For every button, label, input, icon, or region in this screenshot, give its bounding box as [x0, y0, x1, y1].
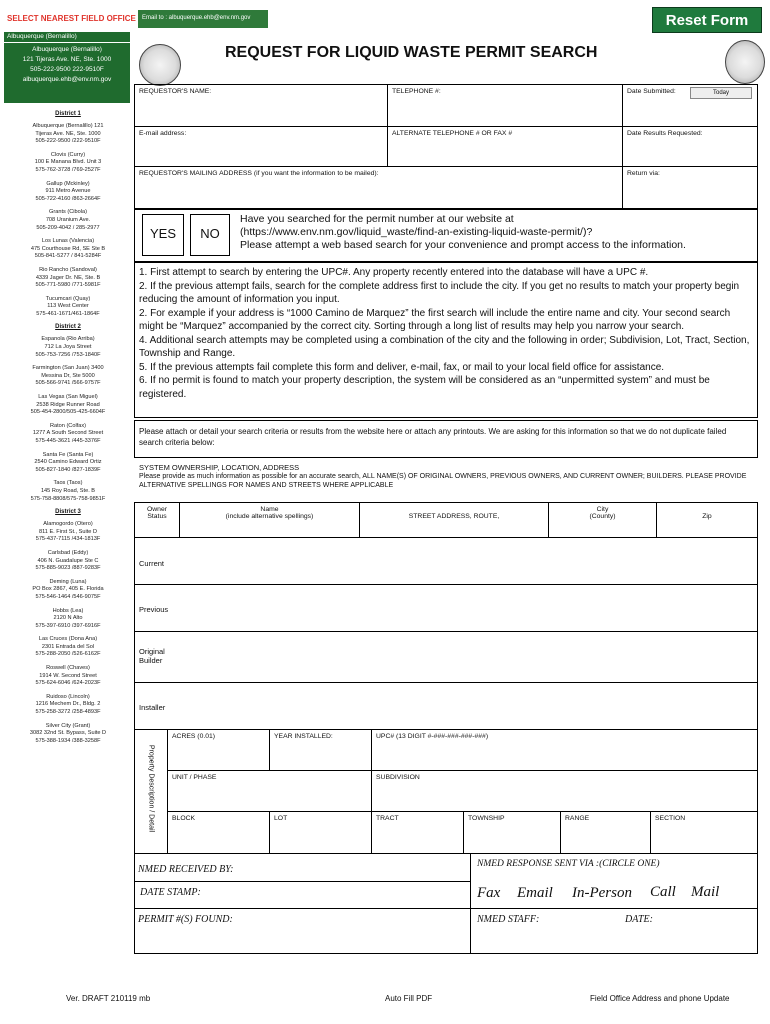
instruction-item: 5. If the previous attempts fail complete this form and deliver, e-mail, fax, or mail to your local field office for assistance.: [139, 361, 665, 373]
mailing-address-field[interactable]: REQUESTOR'S MAILING ADDRESS (if you want the information to be mailed):: [134, 166, 623, 209]
response-in-person[interactable]: In-Person: [572, 885, 632, 901]
email-address-field[interactable]: E-mail address:: [134, 126, 388, 167]
instruction-item: 2. If the previous attempt fails, search for the complete address first to include the city. If you get no results to match your property begin reducing the amount of information you input.: [139, 280, 740, 305]
permit-found-label: PERMIT #(S) FOUND:: [138, 914, 233, 925]
nmed-received-label: NMED RECEIVED BY:: [138, 864, 234, 875]
upc-field[interactable]: UPC# (13 DIGIT #-###-###-###-###): [371, 729, 758, 771]
district-2-heading: District 2: [55, 324, 81, 331]
alternate-phone-field[interactable]: ALTERNATE TELEPHONE # OR FAX #: [387, 126, 623, 167]
date-results-field[interactable]: Date Results Requested:: [622, 126, 758, 167]
office-entry: Espanola (Rio Arriba) 712 La Joya Street 505-753-7256 /753-1840F: [35, 336, 101, 358]
year-installed-field[interactable]: YEAR INSTALLED:: [269, 729, 372, 771]
state-seal-logo: [139, 44, 181, 86]
update-label: Field Office Address and phone Update: [590, 994, 730, 1003]
office-entry: Los Lunas (Valencia) 475 Courthouse Rd, SE Ste B 505-841-5277 / 841-5284F: [30, 238, 106, 260]
owner-row-installer[interactable]: Installer: [134, 682, 758, 730]
page-title: REQUEST FOR LIQUID WASTE PERMIT SEARCH: [225, 44, 598, 61]
office-line: 505-222-9500 222-9510F: [30, 66, 104, 73]
return-via-field[interactable]: Return via:: [622, 166, 758, 209]
acres-field[interactable]: ACRES (0.01): [167, 729, 270, 771]
instructions-box: [134, 262, 758, 418]
owner-status-header: Owner Status: [134, 502, 180, 538]
response-fax[interactable]: Fax: [477, 885, 501, 901]
office-entry: Las Cruces (Dona Ana) 2301 Entrada del Sol 575-288-2050 /526-6162F: [35, 636, 101, 658]
office-entry: Silver City (Grant) 3082 32nd St. Bypass, Suite D 575-388-1934 /388-3258F: [29, 722, 107, 744]
office-entry: Hobbs (Lea) 2120 N Alto 575-397-6910 /397-6916F: [35, 607, 101, 629]
version-label: Ver. DRAFT 210119 mb: [66, 994, 151, 1003]
nmed-date-label: DATE:: [625, 914, 653, 925]
office-entry: Las Vegas (San Miguel) 2538 Ridge Runner Road 505-454-2800/505-425-6604F: [30, 394, 106, 416]
tract-field[interactable]: TRACT: [371, 811, 464, 854]
search-criteria-note: Please attach or detail your search criteria or results from the website here or attach any printouts. We are asking for this information so that we do not duplicate failed search criteria below:: [139, 427, 727, 447]
response-mail[interactable]: Mail: [691, 884, 720, 900]
instruction-item: 4. Additional search attempts may be completed using a combination of the city and the following in order; Subdivision, Lot, Tract, Section, Township and Range.: [139, 334, 750, 359]
response-email[interactable]: Email: [517, 885, 553, 901]
office-line: 121 Tijeras Ave. NE, Ste. 1000: [22, 56, 112, 63]
response-call[interactable]: Call: [650, 884, 676, 900]
office-entry: Gallup (Mckinley) 911 Metro Avenue 505-722-4160 /863-2664F: [35, 180, 101, 202]
email-to-text: Email to : albuquerque.ehb@env.nm.gov: [142, 15, 251, 21]
date-submitted-field[interactable]: Date Submitted:: [622, 84, 758, 127]
section-field[interactable]: SECTION: [650, 811, 758, 854]
reset-form-button[interactable]: Reset Form: [652, 7, 762, 33]
township-field[interactable]: TOWNSHIP: [463, 811, 561, 854]
permit-search-link[interactable]: [240, 226, 755, 239]
office-entry: Rio Rancho (Sandoval) 4339 Jager Dr. NE, Ste. B 505-771-5980 /771-5981F: [35, 266, 101, 289]
office-entry: Santa Fe (Santa Fe) 2540 Camino Edward Ortiz 505-827-1840 /827-1839F: [34, 451, 102, 473]
subdivision-field[interactable]: SUBDIVISION: [371, 770, 758, 812]
instruction-item: 6. If no permit is found to match your property description, the system will be considered as an “unpermitted system” and must be registered.: [139, 375, 710, 400]
system-heading: SYSTEM OWNERSHIP, LOCATION, ADDRESS: [139, 463, 300, 472]
office-entry: Grants (Cibola) 708 Uranium Ave. 505-209-4042 / 285-2977: [36, 209, 100, 231]
owner-row-current[interactable]: Current: [134, 537, 758, 585]
street-header: STREET ADDRESS, ROUTE,: [359, 502, 549, 538]
office-entry: Roswell (Chaves) 1914 W. Second Street 575-624-6046 /624-2023F: [35, 665, 101, 687]
telephone-field[interactable]: TELEPHONE #:: [387, 84, 623, 127]
name-header: Name (include alternative spellings): [179, 502, 360, 538]
office-line: albuquerque.ehb@env.nm.gov: [22, 76, 112, 83]
property-description-label: Property Description / Detail: [134, 729, 168, 854]
requestor-name-field[interactable]: REQUESTOR'S NAME:: [134, 84, 388, 127]
office-entry: Farmington (San Juan) 3400 Messina Dr, Ste 5000 505-566-9741 /566-9757F: [32, 365, 104, 387]
district-3-heading: District 3: [55, 509, 81, 516]
unit-phase-field[interactable]: UNIT / PHASE: [167, 770, 372, 812]
nmed-row-line: [134, 908, 758, 909]
office-line: Albuquerque (Bernalillo): [32, 46, 102, 53]
field-office-dropdown[interactable]: Albuquerque (Bernalillo): [4, 32, 130, 42]
system-ownership-section: [139, 463, 751, 490]
yes-checkbox[interactable]: YES: [142, 214, 184, 256]
office-entry: Alamogordo (Otero) 811 E. First St., Suite D 575-437-7115 /434-1813F: [35, 521, 101, 543]
office-entry: Tucumcari (Quay) 113 West Center 575-461-1671/461-1864F: [36, 295, 100, 317]
lot-field[interactable]: LOT: [269, 811, 372, 854]
searched-question: Have you searched for the permit number at our website at (https://www.env.nm.gov/liquid_waste/find-an-existing-liquid-waste-permit/)? Please attempt a web based search for your convenience and prompt access to the information.: [240, 213, 755, 252]
system-text: Please provide as much information as possible for an accurate search, ALL NAME(S) OF ORIGINAL OWNERS, PREVIOUS OWNERS, AND CURRENT OWNER; BUILDERS. PLEASE PROVIDE ALTERNATIVE SPELLINGS FOR NAMES AND STREETS WHERE APPLICABLE: [139, 473, 747, 489]
nmed-seal-logo: [725, 40, 765, 84]
office-entry: Deming (Luna) PO Box 2867, 405 E. Florida 575-546-1464 /546-9075F: [32, 578, 104, 600]
block-field[interactable]: BLOCK: [167, 811, 270, 854]
office-entry: Taos (Taos) 145 Roy Road, Ste. B 575-758-8808/575-758-9851F: [30, 480, 106, 502]
office-entry: Ruidoso (Lincoln) 1216 Mechem Dr., Bldg. 2 575-258-3272 /258-4893F: [35, 693, 101, 716]
district-1-heading: District 1: [55, 111, 81, 117]
select-field-office-label: SELECT NEAREST FIELD OFFICE: [7, 14, 136, 23]
instruction-item: 2. For example if your address is “1000 Camino de Marquez” the first search will include the entire name and city. Your second search might be “Marquez” accompanied by the correct city. Sorting through a long list of results may help you narrow your search.: [139, 307, 731, 332]
no-checkbox[interactable]: NO: [190, 214, 230, 256]
office-entry: Albuquerque (Bernalillo) 121 Tijeras Ave. NE, Ste. 1000 505-222-9500 /222-9510F: [32, 123, 104, 145]
autofill-label: Auto Fill PDF: [385, 994, 433, 1003]
city-header: City (County): [548, 502, 657, 538]
office-entry: Carlsbad (Eddy) 406 N. Guadalupe Ste C 575-885-9023 /887-9283F: [35, 549, 101, 572]
date-stamp-label: DATE STAMP:: [140, 887, 201, 898]
note-box[interactable]: [134, 420, 758, 458]
office-entry: Clovis (Curry) 100 E Manana Blvd. Unit 3 575-762-3728 /769-2527F: [34, 151, 102, 173]
website-link[interactable]: (https://www.env.nm.gov/liquid_waste/find-an-existing-liquid-waste-permit/)?: [240, 226, 593, 238]
nmed-row-line: [134, 881, 471, 882]
zip-header: Zip: [656, 502, 758, 538]
today-button[interactable]: Today: [690, 87, 752, 99]
range-field[interactable]: RANGE: [560, 811, 651, 854]
selected-office-box: [4, 43, 130, 103]
owner-row-previous[interactable]: Previous: [134, 584, 758, 632]
office-entry: Raton (Colfax) 1277 A South Second Street 575-445-3621 /445-3376F: [32, 422, 104, 444]
owner-row-original-builder[interactable]: Original Builder: [134, 631, 758, 683]
instruction-item: 1. First attempt to search by entering the UPC#. Any property recently entered into the database will have a UPC #.: [139, 267, 649, 278]
field-office-list: [4, 105, 132, 751]
nmed-response-label: NMED RESPONSE SENT VIA :(CIRCLE ONE): [477, 859, 660, 869]
nmed-divider: [470, 853, 471, 954]
nmed-staff-label: NMED STAFF:: [477, 914, 540, 925]
